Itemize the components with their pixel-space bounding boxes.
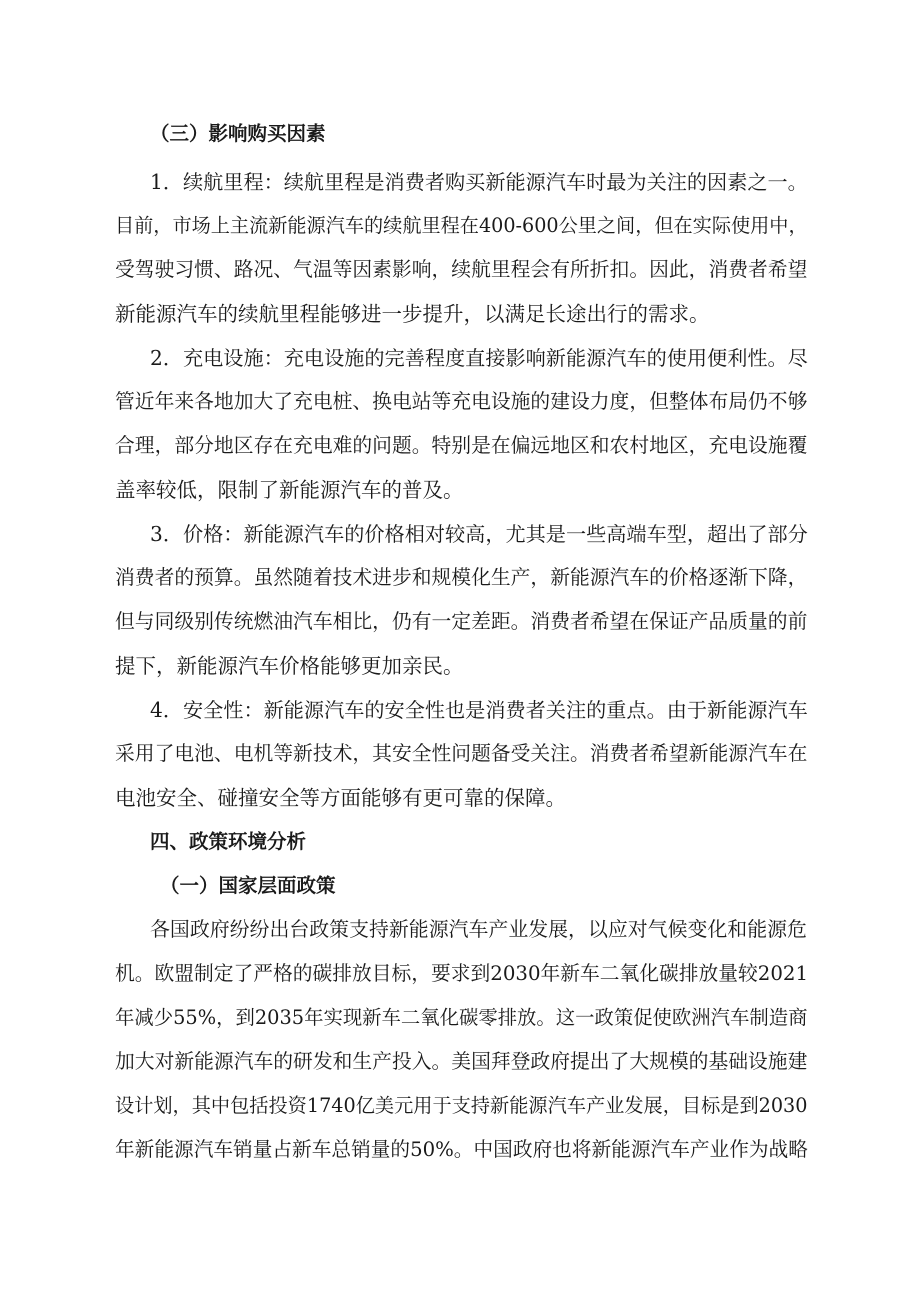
paragraph-line: 1．续航里程：续航里程是消费者购买新能源汽车时最为关注的因素之一。 <box>150 170 808 194</box>
paragraph-line: 新能源汽车的续航里程能够进一步提升，以满足长途出行的需求。 <box>115 302 710 326</box>
paragraph-line: 加大对新能源汽车的研发和生产投入。美国拜登政府提出了大规模的基础设施建 <box>115 1050 808 1073</box>
paragraph-line: 受驾驶习惯、路况、气温等因素影响，续航里程会有所折扣。因此，消费者希望 <box>115 258 808 281</box>
paragraph-line: 4．安全性：新能源汽车的安全性也是消费者关注的重点。由于新能源汽车 <box>150 698 808 722</box>
paragraph-line: 盖率较低，限制了新能源汽车的普及。 <box>115 478 464 502</box>
paragraph-line: 2．充电设施：充电设施的完善程度直接影响新能源汽车的使用便利性。尽 <box>150 346 808 370</box>
section-heading-national-policy: （一）国家层面政策 <box>160 874 336 897</box>
section-heading-purchase-factors: （三）影响购买因素 <box>150 122 326 145</box>
paragraph-line: 消费者的预算。虽然随着技术进步和规模化生产，新能源汽车的价格逐渐下降， <box>115 566 808 589</box>
chapter-heading-policy-environment: 四、政策环境分析 <box>150 830 307 853</box>
paragraph-line: 各国政府纷纷出台政策支持新能源汽车产业发展，以应对气候变化和能源危 <box>150 918 807 941</box>
paragraph-line: 年新能源汽车销量占新车总销量的50%。中国政府也将新能源汽车产业作为战略 <box>115 1138 808 1161</box>
paragraph-line: 管近年来各地加大了充电桩、换电站等充电设施的建设力度，但整体布局仍不够 <box>115 390 808 413</box>
paragraph-line: 年减少55%，到2035年实现新车二氧化碳零排放。这一政策促使欧洲汽车制造商 <box>115 1006 808 1029</box>
paragraph-line: 机。欧盟制定了严格的碳排放目标，要求到2030年新车二氧化碳排放量较2021 <box>115 962 809 985</box>
paragraph-line: 合理，部分地区存在充电难的问题。特别是在偏远地区和农村地区，充电设施覆 <box>115 434 808 457</box>
paragraph-line: 设计划，其中包括投资1740亿美元用于支持新能源汽车产业发展，目标是到2030 <box>115 1094 808 1117</box>
paragraph-line: 提下，新能源汽车价格能够更加亲民。 <box>115 654 464 678</box>
paragraph-line: 目前，市场上主流新能源汽车的续航里程在400-600公里之间，但在实际使用中， <box>115 214 808 237</box>
paragraph-line: 但与同级别传统燃油汽车相比，仍有一定差距。消费者希望在保证产品质量的前 <box>115 610 808 633</box>
paragraph-line: 3．价格：新能源汽车的价格相对较高，尤其是一些高端车型，超出了部分 <box>150 522 808 546</box>
paragraph-line: 采用了电池、电机等新技术，其安全性问题备受关注。消费者希望新能源汽车在 <box>115 742 808 765</box>
paragraph-line: 电池安全、碰撞安全等方面能够有更可靠的保障。 <box>115 786 566 810</box>
